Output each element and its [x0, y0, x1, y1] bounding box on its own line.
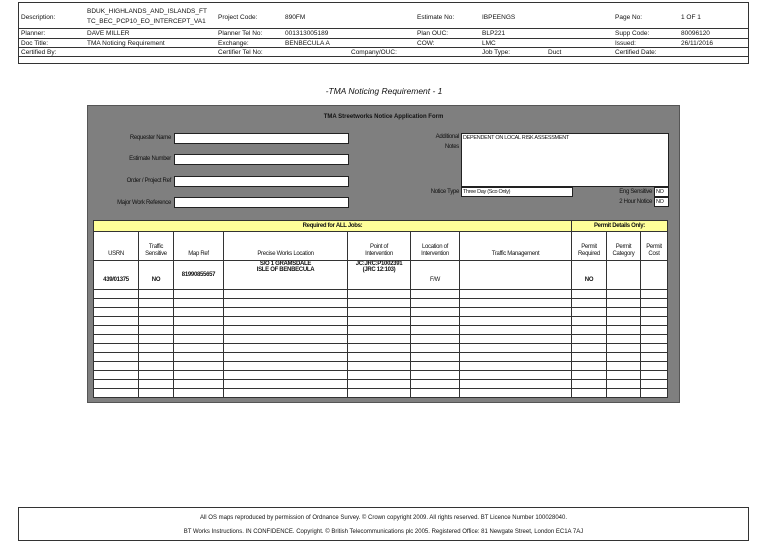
- table-cell[interactable]: [460, 308, 572, 317]
- table-cell[interactable]: [174, 326, 224, 335]
- table-cell[interactable]: [94, 290, 139, 299]
- table-cell[interactable]: [572, 380, 607, 389]
- planner-tel-label: Planner Tel No:: [218, 30, 263, 37]
- table-cell[interactable]: [139, 326, 174, 335]
- col-traffic-management: Traffic Management: [460, 232, 572, 261]
- form-title: TMA Streetworks Notice Application Form: [323, 114, 444, 120]
- table-cell[interactable]: [94, 299, 139, 308]
- estimate-number-label: Estimate Number: [129, 156, 171, 162]
- major-works-ref-field[interactable]: [174, 197, 349, 208]
- additional-notes-label: Additional: [435, 134, 459, 140]
- table-cell[interactable]: [607, 326, 641, 335]
- table-cell[interactable]: [348, 362, 411, 371]
- table-cell[interactable]: [224, 389, 348, 398]
- table-cell[interactable]: [607, 317, 641, 326]
- table-cell[interactable]: [411, 335, 460, 344]
- certified-date-label: Certified Date:: [615, 49, 657, 56]
- issued-value: 26/11/2016: [681, 40, 714, 47]
- two-hour-notice-field[interactable]: NO: [654, 197, 669, 207]
- table-cell[interactable]: [174, 371, 224, 380]
- table-cell[interactable]: [572, 326, 607, 335]
- table-cell[interactable]: [411, 308, 460, 317]
- table-cell[interactable]: [348, 380, 411, 389]
- page-no-label: Page No:: [615, 14, 643, 21]
- table-row: [94, 326, 668, 335]
- table-cell[interactable]: [572, 290, 607, 299]
- table-cell[interactable]: [641, 371, 668, 380]
- company-ouc-label: Company/OUC:: [351, 49, 397, 56]
- project-code-value: 890FM: [285, 14, 306, 21]
- table-cell[interactable]: [139, 362, 174, 371]
- table-band-row: [94, 221, 668, 232]
- cow-label: COW:: [417, 40, 435, 47]
- plan-ouc-value: BLP221: [482, 30, 506, 37]
- footer-bt-copyright: BT Works Instructions. IN CONFIDENCE. Copyright. © British Telecommunications plc 2005. Registered Office: 81 Newgate Street, London EC1A 7AJ: [183, 529, 584, 535]
- table-cell[interactable]: [607, 371, 641, 380]
- table-cell[interactable]: [174, 353, 224, 362]
- table-cell[interactable]: [224, 362, 348, 371]
- table-cell[interactable]: [641, 353, 668, 362]
- table-cell[interactable]: [174, 335, 224, 344]
- table-cell[interactable]: [139, 389, 174, 398]
- notice-type-field[interactable]: Three Day (Sco Only): [461, 187, 573, 197]
- table-cell[interactable]: [174, 290, 224, 299]
- table-cell[interactable]: [174, 299, 224, 308]
- requester-name-field[interactable]: [174, 133, 349, 144]
- table-cell[interactable]: [607, 362, 641, 371]
- table-cell[interactable]: [139, 317, 174, 326]
- col-location: Precise Works Location: [224, 232, 348, 261]
- table-cell[interactable]: [411, 371, 460, 380]
- table-cell[interactable]: [572, 371, 607, 380]
- cell-permit-required[interactable]: NO: [572, 261, 607, 290]
- certified-by-label: Certified By:: [21, 49, 57, 56]
- table-cell[interactable]: [348, 371, 411, 380]
- table-cell[interactable]: [224, 380, 348, 389]
- certifier-tel-label: Certifier Tel No:: [218, 49, 263, 56]
- table-cell[interactable]: [607, 299, 641, 308]
- page-no-value: 1 OF 1: [681, 14, 701, 21]
- table-cell[interactable]: [641, 344, 668, 353]
- table-row: [94, 362, 668, 371]
- table-row: [94, 389, 668, 398]
- table-cell[interactable]: [348, 335, 411, 344]
- table-cell[interactable]: [174, 362, 224, 371]
- table-cell[interactable]: [572, 353, 607, 362]
- works-table: [93, 220, 668, 398]
- table-cell[interactable]: [348, 290, 411, 299]
- table-cell[interactable]: [411, 344, 460, 353]
- table-cell[interactable]: [94, 344, 139, 353]
- table-cell[interactable]: [460, 299, 572, 308]
- planner-tel-value: 001313005189: [285, 30, 329, 37]
- table-cell[interactable]: [411, 353, 460, 362]
- table-cell[interactable]: [460, 371, 572, 380]
- table-cell[interactable]: [607, 308, 641, 317]
- table-cell[interactable]: [139, 299, 174, 308]
- table-cell[interactable]: [94, 362, 139, 371]
- table-cell[interactable]: [139, 335, 174, 344]
- table-cell[interactable]: [224, 299, 348, 308]
- table-cell[interactable]: [94, 326, 139, 335]
- estimate-number-field[interactable]: [174, 154, 349, 165]
- project-code-label: Project Code:: [218, 14, 258, 21]
- order-project-ref-field[interactable]: [174, 176, 349, 187]
- estimate-no-label: Estimate No:: [417, 14, 455, 21]
- table-cell[interactable]: [94, 353, 139, 362]
- table-cell[interactable]: [174, 317, 224, 326]
- table-cell[interactable]: [572, 317, 607, 326]
- table-cell[interactable]: [572, 389, 607, 398]
- cell-location-of-intervention[interactable]: F/W: [411, 261, 460, 290]
- table-cell[interactable]: [460, 380, 572, 389]
- table-cell[interactable]: [641, 317, 668, 326]
- table-cell[interactable]: [607, 389, 641, 398]
- table-cell[interactable]: [641, 389, 668, 398]
- table-cell[interactable]: [411, 380, 460, 389]
- table-cell[interactable]: [411, 362, 460, 371]
- exchange-label: Exchange:: [218, 40, 249, 47]
- table-cell[interactable]: [174, 389, 224, 398]
- description-value-line2: TC_BEC_PCP10_EO_INTERCEPT_VA1: [87, 18, 206, 25]
- estimate-no-value: IBPEENGS: [482, 14, 516, 21]
- cell-traffic-sensitive[interactable]: NO: [139, 261, 174, 290]
- table-cell[interactable]: [224, 344, 348, 353]
- cell-map-ref[interactable]: 81990855657: [174, 261, 224, 290]
- table-cell[interactable]: [411, 317, 460, 326]
- table-row: [94, 261, 668, 290]
- page-title: -TMA Noticing Requirement - 1: [325, 86, 443, 96]
- table-cell[interactable]: [224, 335, 348, 344]
- table-row: [94, 290, 668, 299]
- table-cell[interactable]: [174, 344, 224, 353]
- table-row: [94, 344, 668, 353]
- table-cell[interactable]: [607, 353, 641, 362]
- table-cell[interactable]: [572, 362, 607, 371]
- two-hour-notice-label: 2 Hour Notice: [619, 199, 652, 205]
- table-cell[interactable]: [607, 335, 641, 344]
- header-divider: [19, 28, 748, 29]
- table-cell[interactable]: [411, 290, 460, 299]
- table-cell[interactable]: [572, 299, 607, 308]
- table-cell[interactable]: [460, 362, 572, 371]
- table-cell[interactable]: [348, 317, 411, 326]
- table-cell[interactable]: [641, 299, 668, 308]
- blank-rows: [94, 290, 668, 398]
- table-cell[interactable]: [641, 308, 668, 317]
- table-cell[interactable]: [224, 353, 348, 362]
- cell-permit-cost[interactable]: [641, 261, 668, 290]
- cell-location[interactable]: S/O 1 GRAMSDALE ISLE OF BENBECULA: [224, 261, 348, 290]
- table-cell[interactable]: [348, 308, 411, 317]
- table-cell[interactable]: [348, 389, 411, 398]
- eng-sensitive-field[interactable]: NO: [654, 187, 669, 197]
- job-type-label: Job Type:: [482, 49, 511, 56]
- description-label: Description:: [21, 14, 56, 21]
- cell-traffic-management[interactable]: [460, 261, 572, 290]
- supp-code-value: 80096120: [681, 30, 710, 37]
- table-cell[interactable]: [94, 308, 139, 317]
- band-all-jobs: Required for ALL Jobs:: [94, 221, 572, 232]
- table-cell[interactable]: [174, 308, 224, 317]
- table-cell[interactable]: [139, 290, 174, 299]
- col-map-ref: Map Ref: [174, 232, 224, 261]
- table-cell[interactable]: [607, 380, 641, 389]
- table-cell[interactable]: [94, 371, 139, 380]
- job-type-value: Duct: [548, 49, 562, 56]
- table-cell[interactable]: [94, 335, 139, 344]
- table-row: [94, 308, 668, 317]
- table-row: [94, 380, 668, 389]
- notice-type-label: Notice Type: [430, 189, 459, 195]
- table-cell[interactable]: [139, 371, 174, 380]
- table-cell[interactable]: [411, 389, 460, 398]
- table-cell[interactable]: [139, 308, 174, 317]
- issued-label: Issued:: [615, 40, 636, 47]
- cell-usrn[interactable]: 439/01375: [94, 261, 139, 290]
- table-cell[interactable]: [139, 380, 174, 389]
- supp-code-label: Supp Code:: [615, 30, 650, 37]
- col-usrn: USRN: [94, 232, 139, 261]
- band-permit: Permit Details Only:: [572, 221, 668, 232]
- table-cell[interactable]: [224, 317, 348, 326]
- table-cell[interactable]: [411, 299, 460, 308]
- col-permit-cost: Permit Cost: [641, 232, 668, 261]
- additional-notes-field[interactable]: DEPENDENT ON LOCAL RISK ASSESSMENT: [461, 133, 669, 187]
- table-cell[interactable]: [224, 326, 348, 335]
- plan-ouc-label: Plan OUC:: [417, 30, 449, 37]
- table-cell[interactable]: [607, 290, 641, 299]
- table-row: [94, 335, 668, 344]
- planner-label: Planner:: [21, 30, 46, 37]
- table-cell[interactable]: [641, 335, 668, 344]
- table-cell[interactable]: [641, 290, 668, 299]
- col-traffic-sensitive: Traffic Sensitive: [139, 232, 174, 261]
- table-cell[interactable]: [572, 344, 607, 353]
- table-cell[interactable]: [460, 353, 572, 362]
- table-cell[interactable]: [460, 335, 572, 344]
- doc-title-value: TMA Noticing Requirement: [87, 40, 165, 47]
- table-cell[interactable]: [94, 389, 139, 398]
- col-location-of-intervention: Location of Intervention: [411, 232, 460, 261]
- description-value-line1: BDUK_HIGHLANDS_AND_ISLANDS_FT: [87, 8, 207, 15]
- doc-title-label: Doc Title:: [21, 40, 49, 47]
- table-cell[interactable]: [224, 290, 348, 299]
- table-cell[interactable]: [411, 326, 460, 335]
- table-cell[interactable]: [174, 380, 224, 389]
- planner-value: DAVE MILLER: [87, 30, 130, 37]
- table-cell[interactable]: [94, 317, 139, 326]
- eng-sensitive-label: Eng Sensitive: [619, 189, 652, 195]
- table-cell[interactable]: [460, 326, 572, 335]
- table-row: [94, 317, 668, 326]
- table-cell[interactable]: [139, 344, 174, 353]
- table-row: [94, 371, 668, 380]
- additional-notes-label-2: Notes: [444, 144, 459, 150]
- cell-permit-category[interactable]: [607, 261, 641, 290]
- requester-name-label: Requester Name: [129, 135, 171, 141]
- table-cell[interactable]: [460, 290, 572, 299]
- table-cell[interactable]: [641, 326, 668, 335]
- table-cell[interactable]: [572, 308, 607, 317]
- table-cell[interactable]: [572, 335, 607, 344]
- col-point-of-intervention: Point of Intervention: [348, 232, 411, 261]
- order-project-ref-label: Order / Project Ref: [126, 178, 171, 184]
- table-header-row: [94, 232, 668, 261]
- major-works-ref-label: Major Work Reference: [117, 200, 171, 206]
- table-cell[interactable]: [641, 380, 668, 389]
- table-cell[interactable]: [348, 326, 411, 335]
- footer-os-copyright: All OS maps reproduced by permission of Ordnance Survey. © Crown copyright 2009. All rights reserved. BT Licence Number 100028040.: [199, 515, 568, 521]
- cow-value: LMC: [482, 40, 496, 47]
- table-cell[interactable]: [641, 362, 668, 371]
- col-permit-category: Permit Category: [607, 232, 641, 261]
- table-cell[interactable]: [224, 308, 348, 317]
- table-cell[interactable]: [348, 353, 411, 362]
- table-cell[interactable]: [348, 344, 411, 353]
- table-cell[interactable]: [460, 317, 572, 326]
- table-row: [94, 353, 668, 362]
- document-footer: [18, 507, 749, 541]
- table-row: [94, 299, 668, 308]
- document-header: [18, 2, 749, 64]
- table-cell[interactable]: [348, 299, 411, 308]
- table-cell[interactable]: [139, 353, 174, 362]
- table-cell[interactable]: [460, 344, 572, 353]
- table-cell[interactable]: [460, 389, 572, 398]
- table-cell[interactable]: [94, 380, 139, 389]
- table-cell[interactable]: [607, 344, 641, 353]
- header-divider: [19, 38, 748, 39]
- exchange-value: BENBECULA A: [285, 40, 330, 47]
- col-permit-required: Permit Required: [572, 232, 607, 261]
- table-cell[interactable]: [224, 371, 348, 380]
- cell-point-of-intervention[interactable]: JC:JRC:P1002391 (JRC 12:103): [348, 261, 411, 290]
